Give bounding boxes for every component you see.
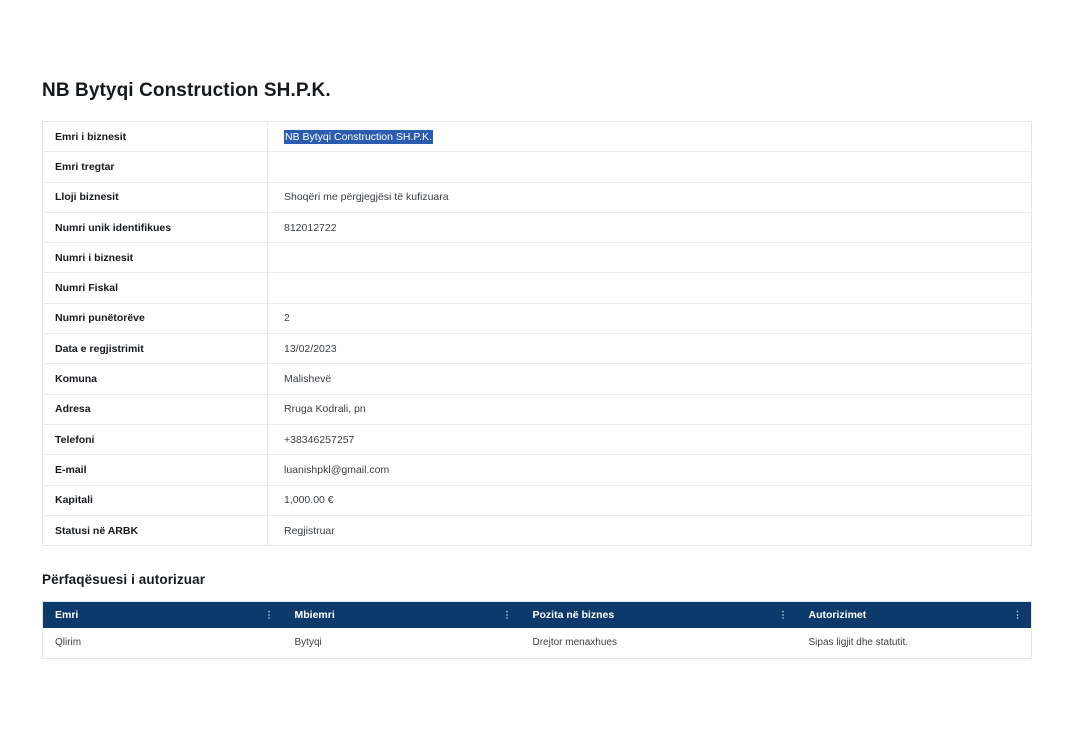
detail-label: Statusi në ARBK — [43, 515, 268, 545]
selected-text[interactable]: NB Bytyqi Construction SH.P.K. — [285, 130, 432, 143]
column-menu-icon[interactable]: ⋮ — [1013, 609, 1022, 620]
representatives-table — [42, 601, 1032, 659]
table-row — [43, 152, 1032, 182]
table-row — [43, 424, 1032, 454]
representatives-section-title: Përfaqësuesi i autorizuar — [42, 572, 206, 588]
detail-label: Emri tregtar — [43, 152, 268, 182]
detail-value: 2 — [268, 303, 1032, 333]
table-row — [43, 182, 1032, 212]
detail-label: Numri unik identifikues — [43, 212, 268, 242]
column-header-mbiemri[interactable] — [283, 602, 521, 628]
cell-pozita: Drejtor menaxhues — [521, 628, 797, 659]
cell-autorizimet: Sipas ligjit dhe statutit. — [797, 628, 1032, 659]
detail-value — [268, 243, 1032, 273]
detail-value: 812012722 — [268, 212, 1032, 242]
column-menu-icon[interactable]: ⋮ — [778, 609, 788, 620]
representatives-header — [43, 602, 1032, 628]
table-row — [43, 485, 1032, 515]
column-header-autorizimet[interactable] — [797, 602, 1032, 628]
detail-label: Telefoni — [43, 424, 268, 454]
detail-label: Numri i biznesit — [43, 243, 268, 273]
detail-label: Emri i biznesit — [43, 122, 268, 152]
detail-label: Numri Fiskal — [43, 273, 268, 303]
page-title: NB Bytyqi Construction SH.P.K. — [42, 80, 331, 101]
detail-value: 13/02/2023 — [268, 334, 1032, 364]
detail-value — [268, 122, 1032, 152]
detail-label: Lloji biznesit — [43, 182, 268, 212]
table-row — [43, 394, 1032, 424]
table-row — [43, 273, 1032, 303]
detail-value — [268, 273, 1032, 303]
column-menu-icon[interactable]: ⋮ — [502, 609, 512, 620]
table-row — [43, 303, 1032, 333]
table-row — [43, 364, 1032, 394]
column-header-label: Pozita në biznes — [532, 608, 615, 621]
detail-value — [268, 152, 1032, 182]
table-row — [43, 122, 1032, 152]
detail-label: Adresa — [43, 394, 268, 424]
table-row — [43, 334, 1032, 364]
column-header-label: Emri — [55, 608, 79, 621]
detail-label: Kapitali — [43, 485, 268, 515]
table-row — [43, 628, 1032, 659]
detail-value: luanishpkl@gmail.com — [268, 455, 1032, 485]
cell-mbiemri: Bytyqi — [283, 628, 521, 659]
column-menu-icon[interactable]: ⋮ — [264, 609, 274, 620]
business-details-table — [42, 121, 1032, 546]
representatives-body — [43, 628, 1032, 659]
content-area — [42, 80, 1032, 659]
detail-label: Komuna — [43, 364, 268, 394]
cell-emri: Qlirim — [43, 628, 283, 659]
column-header-label: Mbiemri — [294, 608, 335, 621]
detail-value: 1,000.00 € — [268, 485, 1032, 515]
table-row — [43, 212, 1032, 242]
detail-value: Rruga Kodrali, pn — [268, 394, 1032, 424]
table-row — [43, 515, 1032, 545]
business-details-body — [43, 122, 1032, 546]
detail-value: Shoqëri me përgjegjësi të kufizuara — [268, 182, 1032, 212]
detail-label: Data e regjistrimit — [43, 334, 268, 364]
detail-value: +38346257257 — [268, 424, 1032, 454]
column-header-emri[interactable] — [43, 602, 283, 628]
table-row — [43, 455, 1032, 485]
detail-value: Malishevë — [268, 364, 1032, 394]
table-row — [43, 243, 1032, 273]
detail-label: E-mail — [43, 455, 268, 485]
column-header-label: Autorizimet — [808, 608, 867, 621]
table-header-row — [43, 602, 1032, 628]
column-header-pozita[interactable] — [521, 602, 797, 628]
detail-label: Numri punëtorëve — [43, 303, 268, 333]
detail-value: Regjistruar — [284, 524, 335, 537]
